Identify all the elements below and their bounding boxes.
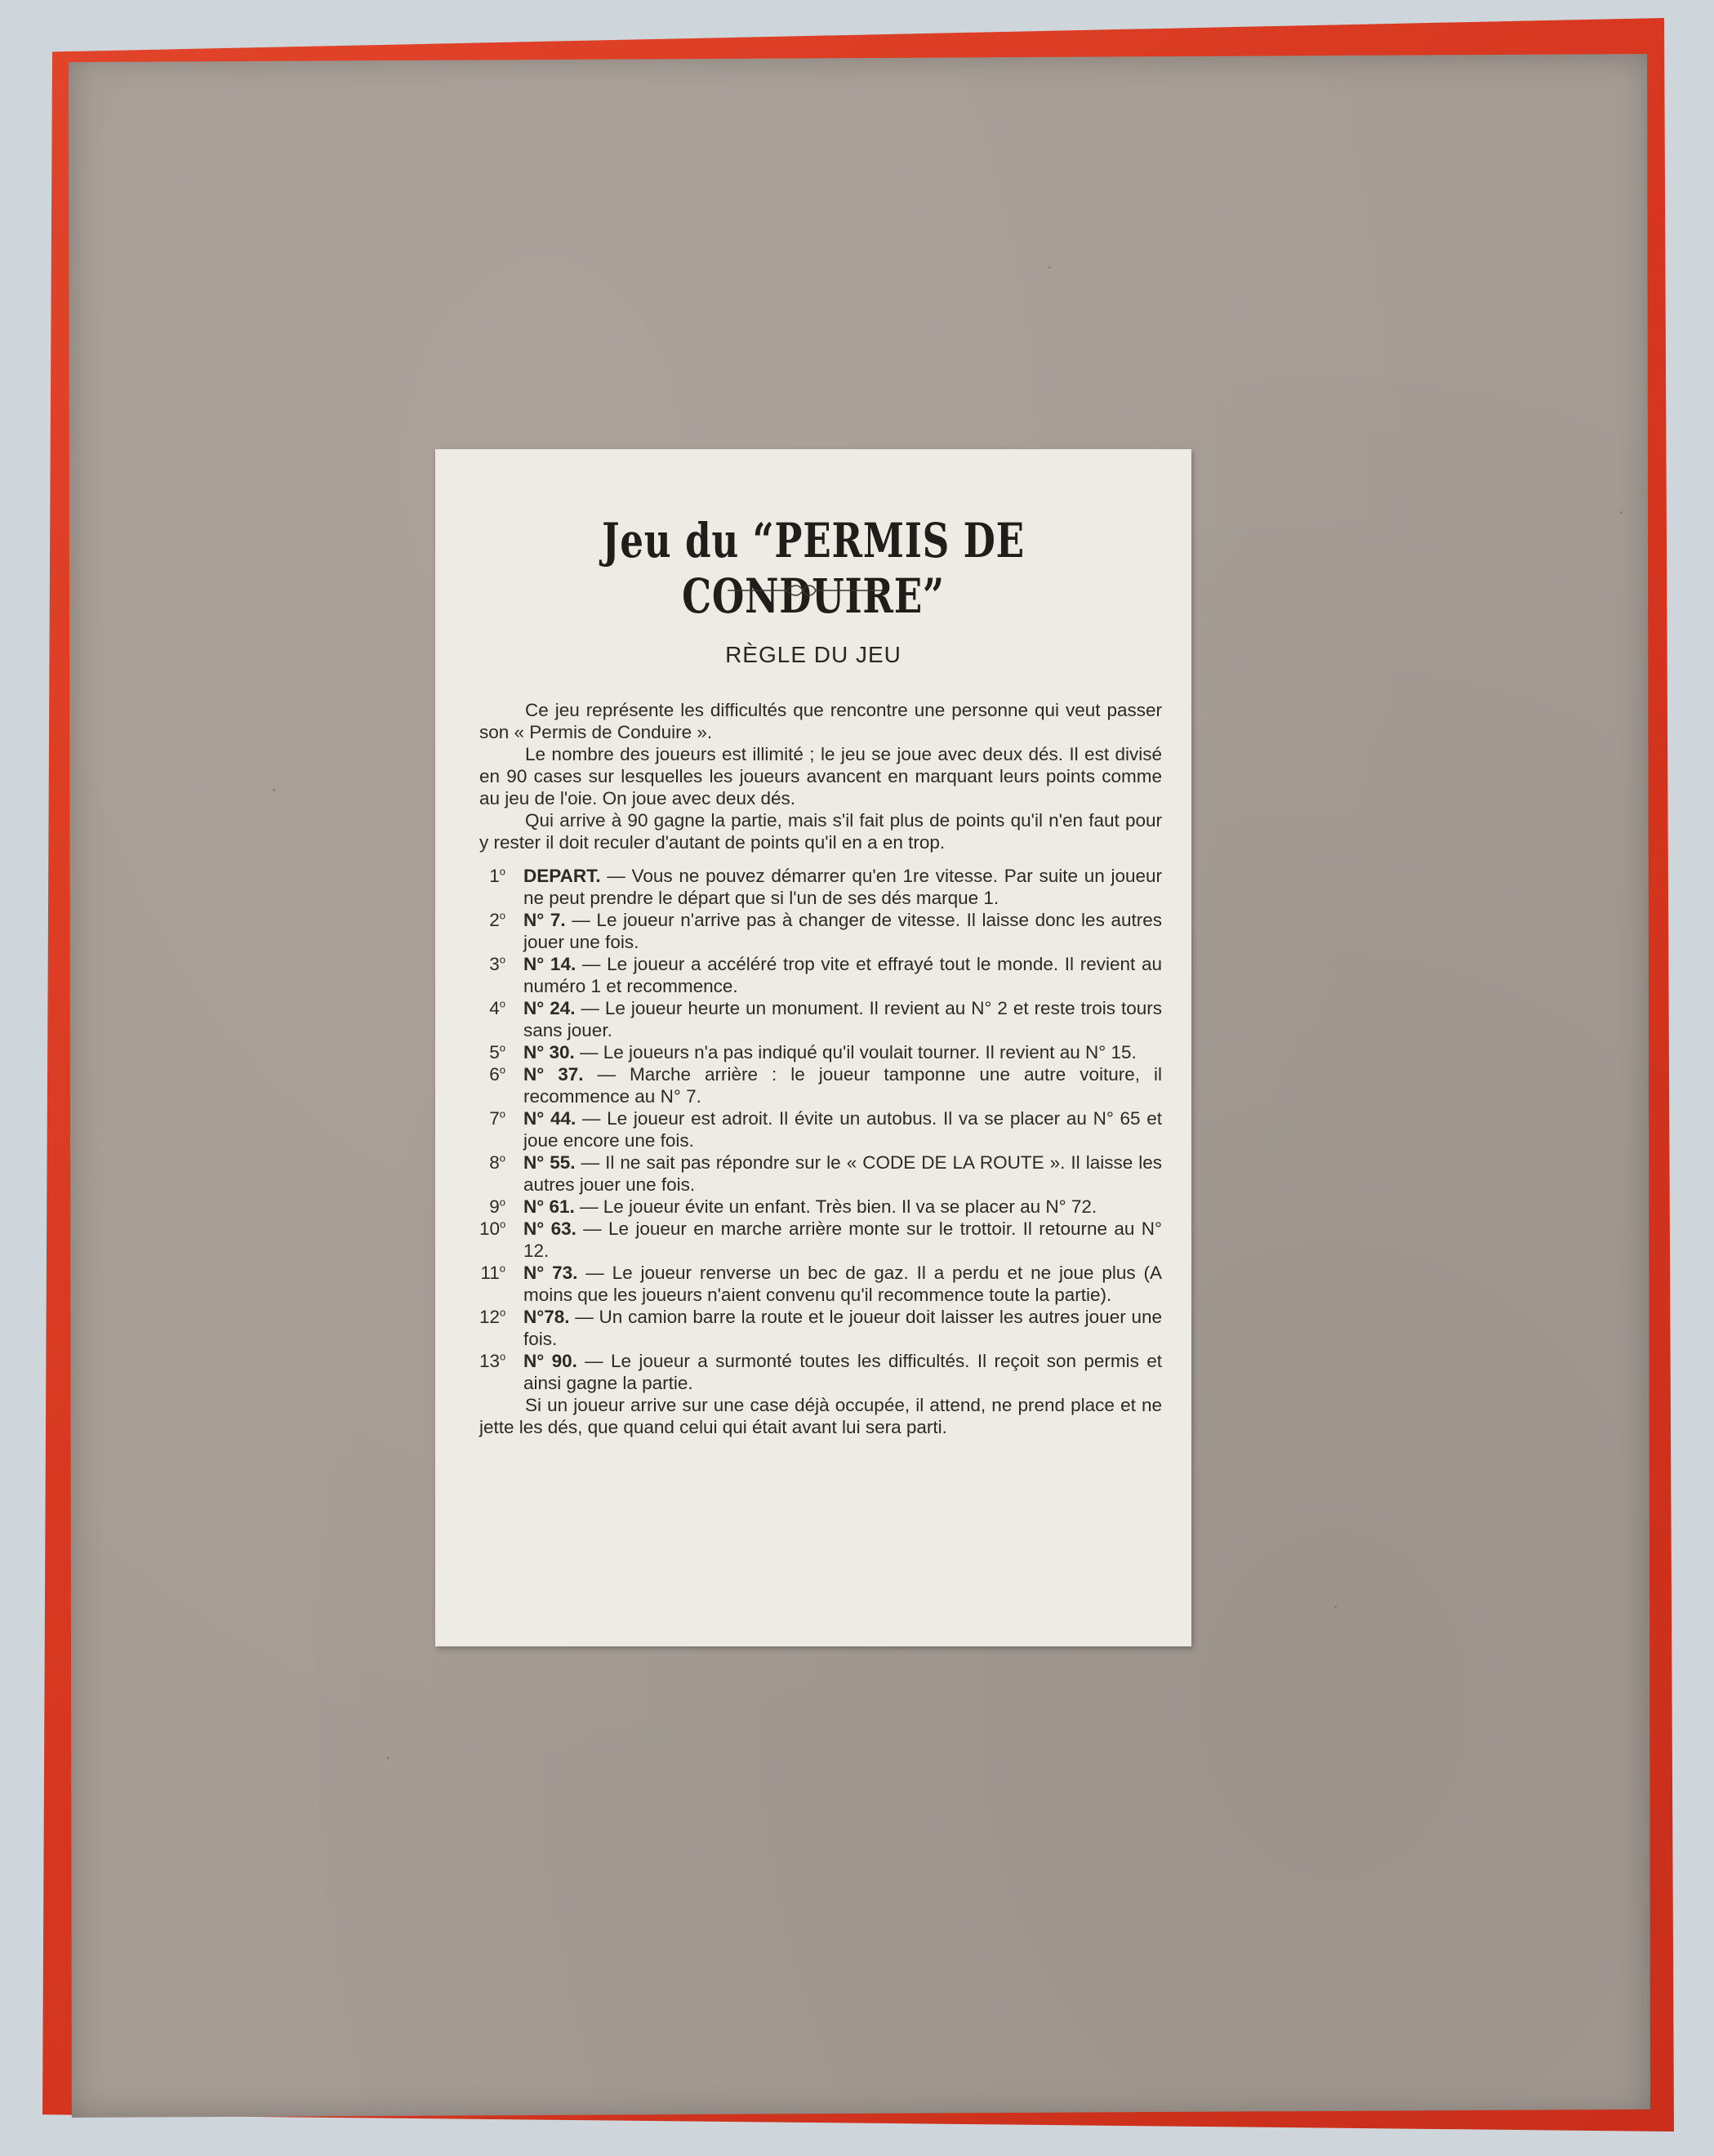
rules-body	[479, 699, 1162, 1438]
rule-description: — Le joueur en marche arrière monte sur le trottoir. Il retourne au N° 12.	[523, 1218, 1162, 1261]
rules-sheet	[435, 449, 1191, 1646]
rule-number: 7$^o$	[489, 1107, 505, 1129]
rule-item	[479, 1262, 1162, 1306]
rule-number: 13$^o$	[479, 1350, 506, 1371]
rule-number: 8$^o$	[489, 1152, 505, 1173]
rule-description: — Le joueur heurte un monument. Il revient au N° 2 et reste trois tours sans jouer.	[523, 998, 1163, 1040]
rule-text	[523, 1262, 1162, 1306]
rule-square-label: N° 37.	[523, 1064, 584, 1085]
rule-text	[523, 953, 1162, 997]
rule-text	[523, 1152, 1162, 1196]
rule-square-label: DEPART.	[523, 866, 601, 886]
rule-item	[479, 997, 1162, 1041]
rule-number: 9$^o$	[489, 1196, 505, 1217]
closing-paragraph: Si un joueur arrive sur une case déjà occupée, il attend, ne prend place et ne jette les dés, que quand celui qui était avant lui sera parti.	[479, 1395, 1162, 1437]
rule-text	[523, 1218, 1162, 1262]
rule-square-label: N° 44.	[523, 1108, 577, 1129]
rule-item	[479, 953, 1162, 997]
rule-text	[523, 1107, 1162, 1152]
rule-number: 2$^o$	[489, 909, 505, 930]
rule-number: 12$^o$	[479, 1306, 506, 1327]
rule-item	[479, 1152, 1162, 1196]
rule-number: 4$^o$	[489, 997, 505, 1018]
rule-square-label: N° 90.	[523, 1351, 577, 1371]
rule-square-label: N° 7.	[523, 910, 566, 930]
rule-item	[479, 1107, 1162, 1152]
rule-square-label: N° 55.	[523, 1152, 576, 1173]
rule-square-label: N° 61.	[523, 1196, 575, 1217]
rule-description: — Le joueur a accéléré trop vite et effrayé tout le monde. Il revient au numéro 1 et recommence.	[523, 954, 1162, 996]
rules-heading: RÈGLE DU JEU	[725, 642, 902, 667]
rule-description: — Marche arrière : le joueur tamponne une autre voiture, il recommence au N° 7.	[523, 1064, 1163, 1107]
rule-item	[479, 1306, 1162, 1350]
rule-description: — Le joueur évite un enfant. Très bien. Il va se placer au N° 72.	[574, 1196, 1097, 1217]
rule-square-label: N°78.	[523, 1307, 570, 1327]
rules-list	[479, 865, 1162, 1394]
rule-item	[479, 1196, 1162, 1218]
rule-square-label: N° 73.	[523, 1263, 578, 1283]
rule-description: — Le joueur a surmonté toutes les difficultés. Il reçoit son permis et ainsi gagne la partie.	[523, 1351, 1162, 1393]
rule-item	[479, 1063, 1162, 1107]
rule-text	[523, 909, 1162, 953]
rule-description: — Le joueur n'arrive pas à changer de vitesse. Il laisse donc les autres jouer une fois.	[523, 910, 1162, 952]
rule-text	[523, 1041, 1162, 1063]
rule-item	[479, 909, 1162, 953]
rule-description: — Vous ne pouvez démarrer qu'en 1re vitesse. Par suite un joueur ne peut prendre le départ que si l'un de ses dés marque 1.	[523, 866, 1162, 908]
rule-item	[479, 1218, 1162, 1262]
rule-description: — Le joueur est adroit. Il évite un autobus. Il va se placer au N° 65 et joue encore une fois.	[523, 1108, 1163, 1151]
rule-description: — Le joueur renverse un bec de gaz. Il a perdu et ne joue plus (A moins que les joueurs n'aient convenu qu'il recommence toute la partie).	[523, 1263, 1163, 1305]
rule-text	[523, 1350, 1162, 1394]
intro-paragraph: Le nombre des joueurs est illimité ; le jeu se joue avec deux dés. Il est divisé en 90 cases sur lesquelles les joueurs avancent en marquant leurs points comme au jeu de l'oie. On joue avec deux dés.	[479, 744, 1162, 808]
rule-number: 6$^o$	[489, 1063, 505, 1085]
rule-text	[523, 1063, 1162, 1107]
rule-square-label: N° 14.	[523, 954, 577, 974]
intro-paragraph: Qui arrive à 90 gagne la partie, mais s'il fait plus de points qu'il n'en faut pour y rester il doit reculer d'autant de points qu'il en a en trop.	[479, 810, 1162, 853]
rule-item	[479, 1041, 1162, 1063]
rule-number: 5$^o$	[489, 1041, 505, 1062]
rule-text	[523, 865, 1162, 909]
rule-number: 1$^o$	[489, 865, 505, 886]
rule-text	[523, 1306, 1162, 1350]
rule-number: 10$^o$	[479, 1218, 506, 1239]
rule-square-label: N° 63.	[523, 1218, 577, 1239]
rule-text	[523, 1196, 1162, 1218]
rule-item	[479, 1350, 1162, 1394]
rule-item	[479, 865, 1162, 909]
rule-square-label: N° 24.	[523, 998, 576, 1018]
rule-text	[523, 997, 1162, 1041]
divider-flourish-icon	[728, 582, 883, 599]
rule-square-label: N° 30.	[523, 1042, 575, 1062]
rule-description: — Il ne sait pas répondre sur le « CODE DE LA ROUTE ». Il laisse les autres jouer une fois.	[523, 1152, 1163, 1195]
sheet-title: Jeu du “PERMIS DE CONDUIRE”	[602, 513, 1025, 624]
rule-description: — Le joueurs n'a pas indiqué qu'il voulait tourner. Il revient au N° 15.	[574, 1042, 1137, 1062]
rule-number: 3$^o$	[489, 953, 505, 974]
rule-description: — Un camion barre la route et le joueur doit laisser les autres jouer une fois.	[523, 1307, 1162, 1349]
rule-number: 11$^o$	[480, 1262, 505, 1283]
intro-paragraph: Ce jeu représente les difficultés que rencontre une personne qui veut passer son « Permis de Conduire ».	[479, 700, 1162, 742]
